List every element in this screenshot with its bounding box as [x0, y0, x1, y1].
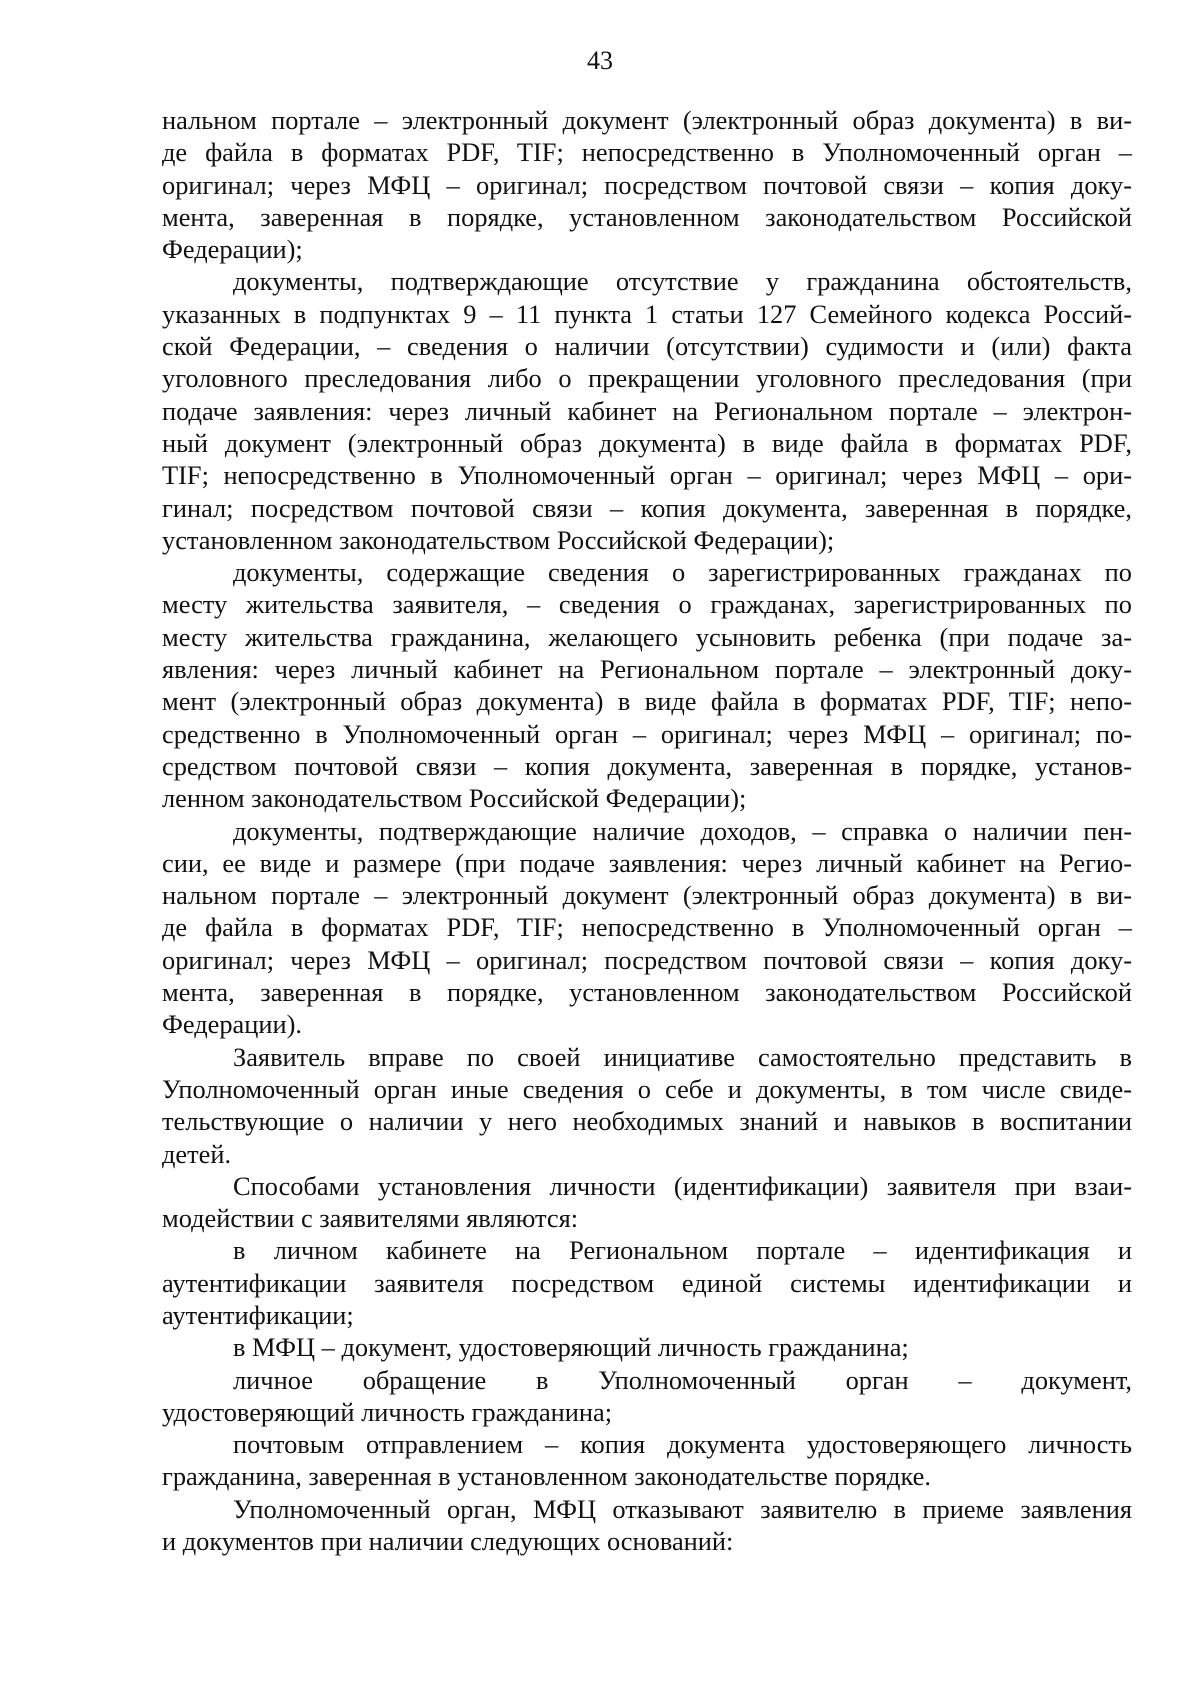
- text-line: Федерации);: [162, 234, 303, 265]
- text-line: ный документ (электронный образ документа) в виде файла в форматах PDF,: [162, 427, 1132, 458]
- text-line: подаче заявления: через личный кабинет на Региональном портале – электрон-: [162, 395, 1132, 426]
- text-line: уголовного преследования либо о прекращении уголовного преследования (при: [162, 363, 1132, 394]
- text-line: де файла в форматах PDF, TIF; непосредственно в Уполномоченный орган –: [162, 912, 1132, 943]
- text-line: месту жительства заявителя, – сведения о гражданах, зарегистрированных по: [162, 589, 1132, 620]
- text-line: аутентификации заявителя посредством единой системы идентификации и: [162, 1267, 1132, 1298]
- text-line: гинал; посредством почтовой связи – копия документа, заверенная в порядке,: [162, 492, 1132, 523]
- text-line: мента, заверенная в порядке, установленном законодательством Российской: [162, 201, 1132, 232]
- text-line: Способами установления личности (идентификации) заявителя при взаи-: [233, 1170, 1132, 1201]
- text-line: мент (электронный образ документа) в виде файла в форматах PDF, TIF; непо-: [162, 686, 1132, 717]
- text-line: нальном портале – электронный документ (электронный образ документа) в ви-: [162, 880, 1132, 911]
- text-line: и документов при наличии следующих оснований:: [162, 1526, 734, 1557]
- text-line: нальном портале – электронный документ (электронный образ документа) в ви-: [162, 105, 1132, 135]
- text-line: указанных в подпунктах 9 – 11 пункта 1 статьи 127 Семейного кодекса Россий-: [162, 298, 1132, 329]
- text-line: документы, подтверждающие отсутствие у гражданина обстоятельств,: [233, 266, 1132, 297]
- text-line: модействии с заявителями являются:: [162, 1203, 579, 1234]
- text-line: мента, заверенная в порядке, установленном законодательством Российской: [162, 977, 1132, 1008]
- text-line: оригинал; через МФЦ – оригинал; посредством почтовой связи – копия доку-: [162, 169, 1132, 200]
- text-line: де файла в форматах PDF, TIF; непосредственно в Уполномоченный орган –: [162, 137, 1132, 168]
- text-line: явления: через личный кабинет на Региональном портале – электронный доку-: [162, 654, 1132, 685]
- text-line: ленном законодательством Российской Федерации);: [162, 783, 747, 814]
- text-line: ской Федерации, – сведения о наличии (отсутствии) судимости и (или) факта: [162, 331, 1132, 362]
- text-line: аутентификации;: [162, 1299, 354, 1330]
- text-line: личное обращение в Уполномоченный орган – документ,: [233, 1364, 1132, 1395]
- text-line: Уполномоченный орган иные сведения о себе и документы, в том числе свиде-: [162, 1073, 1132, 1104]
- text-line: Уполномоченный орган, МФЦ отказывают заявителю в приеме заявления: [233, 1493, 1132, 1524]
- text-line: документы, содержащие сведения о зарегистрированных гражданах по: [233, 557, 1132, 588]
- text-line: TIF; непосредственно в Уполномоченный орган – оригинал; через МФЦ – ори-: [162, 460, 1132, 491]
- text-line: Заявитель вправе по своей инициативе самостоятельно представить в: [233, 1041, 1132, 1072]
- text-line: средственно в Уполномоченный орган – оригинал; через МФЦ – оригинал; по-: [162, 718, 1132, 749]
- text-line: установленном законодательством Российской Федерации);: [162, 524, 835, 555]
- text-line: гражданина, заверенная в установленном законодательстве порядке.: [162, 1461, 931, 1492]
- text-line: месту жительства гражданина, желающего усыновить ребенка (при подаче за-: [162, 621, 1132, 652]
- text-line: документы, подтверждающие наличие доходов, – справка о наличии пен-: [233, 815, 1132, 846]
- page-number: 43: [587, 46, 613, 75]
- document-body: [162, 104, 1132, 1557]
- text-line: тельствующие о наличии у него необходимых знаний и навыков в воспитании: [162, 1106, 1132, 1137]
- text-line: почтовым отправлением – копия документа удостоверяющего личность: [233, 1429, 1132, 1460]
- text-line: в МФЦ – документ, удостоверяющий личность гражданина;: [233, 1332, 909, 1363]
- text-line: в личном кабинете на Региональном портале – идентификация и: [233, 1235, 1132, 1266]
- text-line: Федерации).: [162, 1009, 303, 1040]
- text-line: оригинал; через МФЦ – оригинал; посредством почтовой связи – копия доку-: [162, 944, 1132, 975]
- text-line: средством почтовой связи – копия документа, заверенная в порядке, установ-: [162, 750, 1132, 781]
- text-line: удостоверяющий личность гражданина;: [162, 1396, 613, 1427]
- text-line: сии, ее виде и размере (при подаче заявления: через личный кабинет на Регио-: [162, 847, 1132, 878]
- text-line: детей.: [162, 1138, 232, 1169]
